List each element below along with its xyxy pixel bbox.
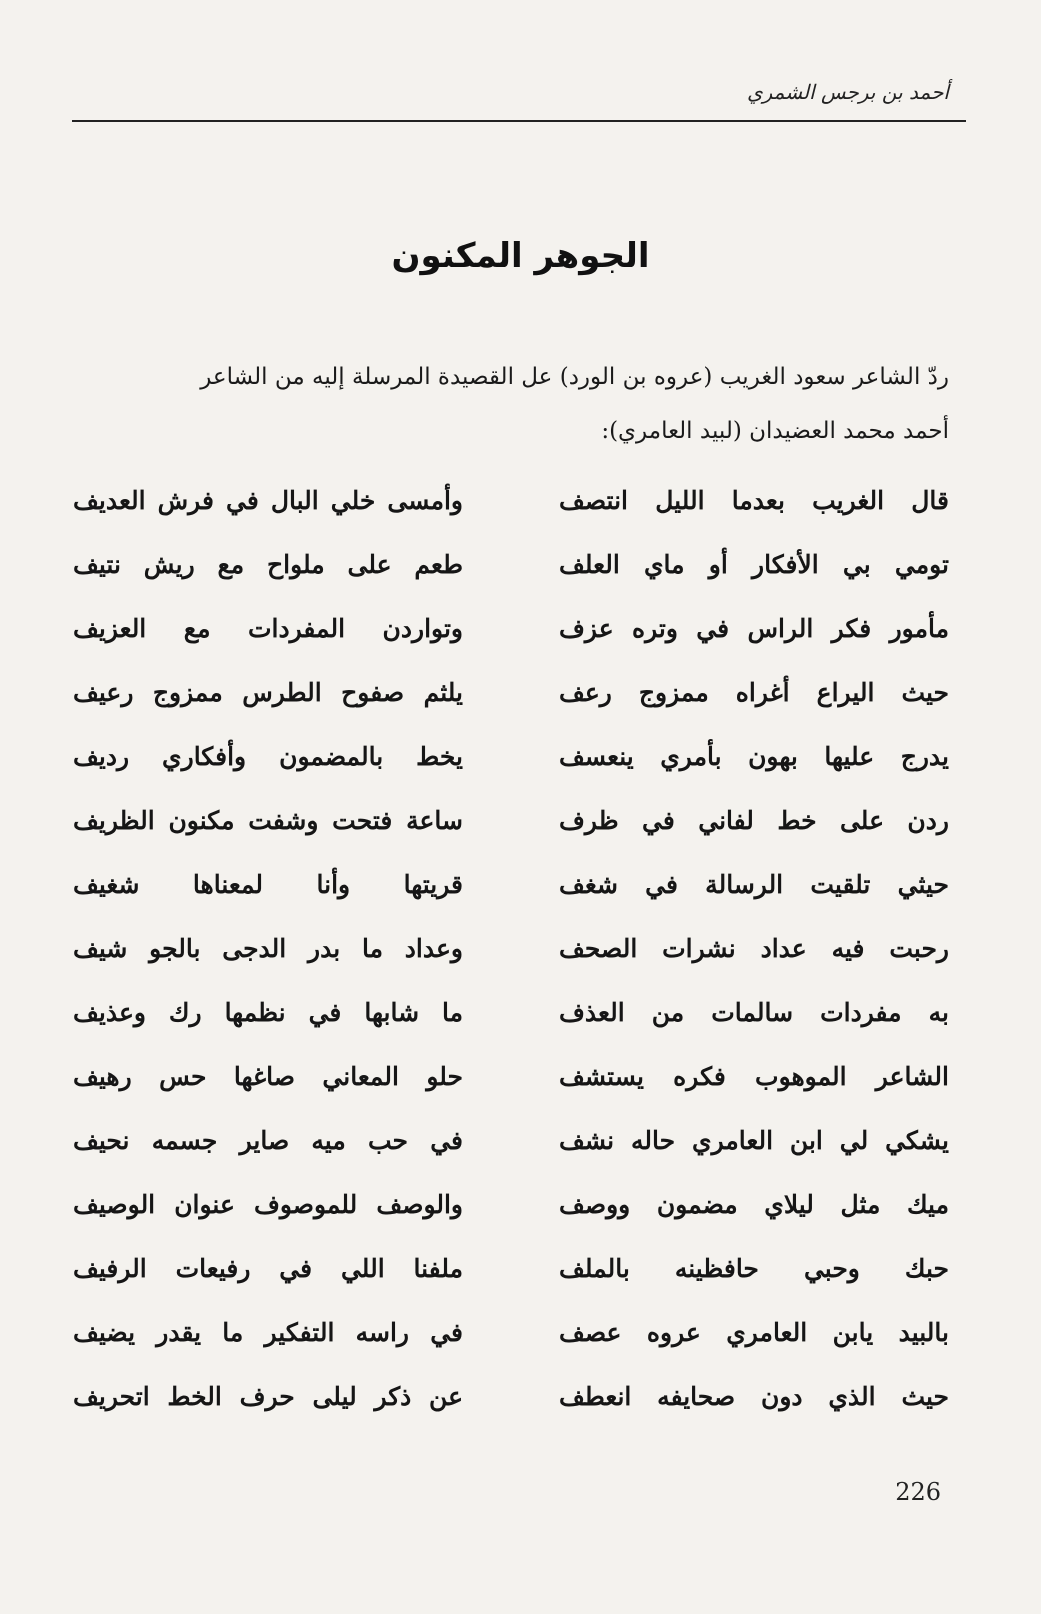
verse-second-hemistich: طعم على ملواح مع ريش نتيف [73, 549, 463, 579]
verse-second-hemistich: والوصف للموصوف عنوان الوصيف [73, 1189, 463, 1219]
verse-first-hemistich: حبك وحبي حافظينه بالملف [559, 1253, 949, 1283]
verse-second-hemistich: في راسه التفكير ما يقدر يضيف [73, 1317, 463, 1347]
verse-first-hemistich: مأمور فكر الراس في وتره عزف [559, 613, 949, 643]
verse [73, 916, 949, 980]
verse [73, 1108, 949, 1172]
verse-second-hemistich: في حب ميه صاير جسمه نحيف [73, 1125, 463, 1155]
verse-second-hemistich: وتواردن المفردات مع العزيف [73, 613, 463, 643]
verse [73, 532, 949, 596]
intro-paragraph [73, 350, 949, 458]
poem-title: الجوهر المكنون [391, 236, 650, 276]
verse [73, 1236, 949, 1300]
verse-first-hemistich: يشكي لي ابن العامري حاله نشف [559, 1125, 949, 1155]
verse-second-hemistich: ساعة فتحت وشفت مكنون الظريف [73, 805, 463, 835]
verse [73, 1044, 949, 1108]
verse [73, 468, 949, 532]
verse-first-hemistich: يدرج عليها بهون بأمري ينعسف [559, 741, 949, 771]
verse-second-hemistich: ملفنا اللي في رفيعات الرفيف [73, 1253, 463, 1283]
verse-first-hemistich: حيث الذي دون صحايفه انعطف [559, 1381, 949, 1411]
verse-first-hemistich: ردن على خط لفاني في ظرف [559, 805, 949, 835]
verse-first-hemistich: حيث اليراع أغراه ممزوج رعف [559, 677, 949, 707]
verse-second-hemistich: قريتها وأنا لمعناها شغيف [73, 869, 463, 899]
verse-first-hemistich: بالبيد يابن العامري عروه عصف [559, 1317, 949, 1347]
running-head-author: أحمد بن برجس الشمري [746, 80, 949, 104]
verse-second-hemistich: ما شابها في نظمها رك وعذيف [73, 997, 463, 1027]
verse [73, 852, 949, 916]
verse-second-hemistich: يخط بالمضمون وأفكاري رديف [73, 741, 463, 771]
verse [73, 724, 949, 788]
verse-first-hemistich: الشاعر الموهوب فكره يستشف [559, 1061, 949, 1091]
verse-first-hemistich: رحبت فيه عداد نشرات الصحف [559, 933, 949, 963]
verse [73, 1364, 949, 1428]
verse [73, 1172, 949, 1236]
verse [73, 1300, 949, 1364]
intro-line-2: أحمد محمد العضيدان (لبيد العامري): [601, 418, 949, 444]
poem-body [73, 468, 949, 1428]
verse-first-hemistich: ميك مثل ليلاي مضمون ووصف [559, 1189, 949, 1219]
verse-second-hemistich: عن ذكر ليلى حرف الخط اتحريف [73, 1381, 463, 1411]
page-number: 226 [895, 1478, 941, 1506]
verse-first-hemistich: حيثي تلقيت الرسالة في شغف [559, 869, 949, 899]
verse [73, 788, 949, 852]
intro-line-1: ردّ الشاعر سعود الغريب (عروه بن الورد) عل القصيدة المرسلة إليه من الشاعر [200, 364, 949, 390]
verse-second-hemistich: وعداد ما بدر الدجى بالجو شيف [73, 933, 463, 963]
verse-second-hemistich: يلثم صفوح الطرس ممزوج رعيف [73, 677, 463, 707]
header-rule [72, 120, 966, 122]
verse-second-hemistich: وأمسى خلي البال في فرش العديف [73, 485, 463, 515]
verse [73, 660, 949, 724]
verse-second-hemistich: حلو المعاني صاغها حس رهيف [73, 1061, 463, 1091]
verse-first-hemistich: تومي بي الأفكار أو ماي العلف [559, 549, 949, 579]
verse-first-hemistich: قال الغريب بعدما الليل انتصف [559, 485, 949, 515]
verse [73, 596, 949, 660]
verse-first-hemistich: به مفردات سالمات من العذف [559, 997, 949, 1027]
verse [73, 980, 949, 1044]
